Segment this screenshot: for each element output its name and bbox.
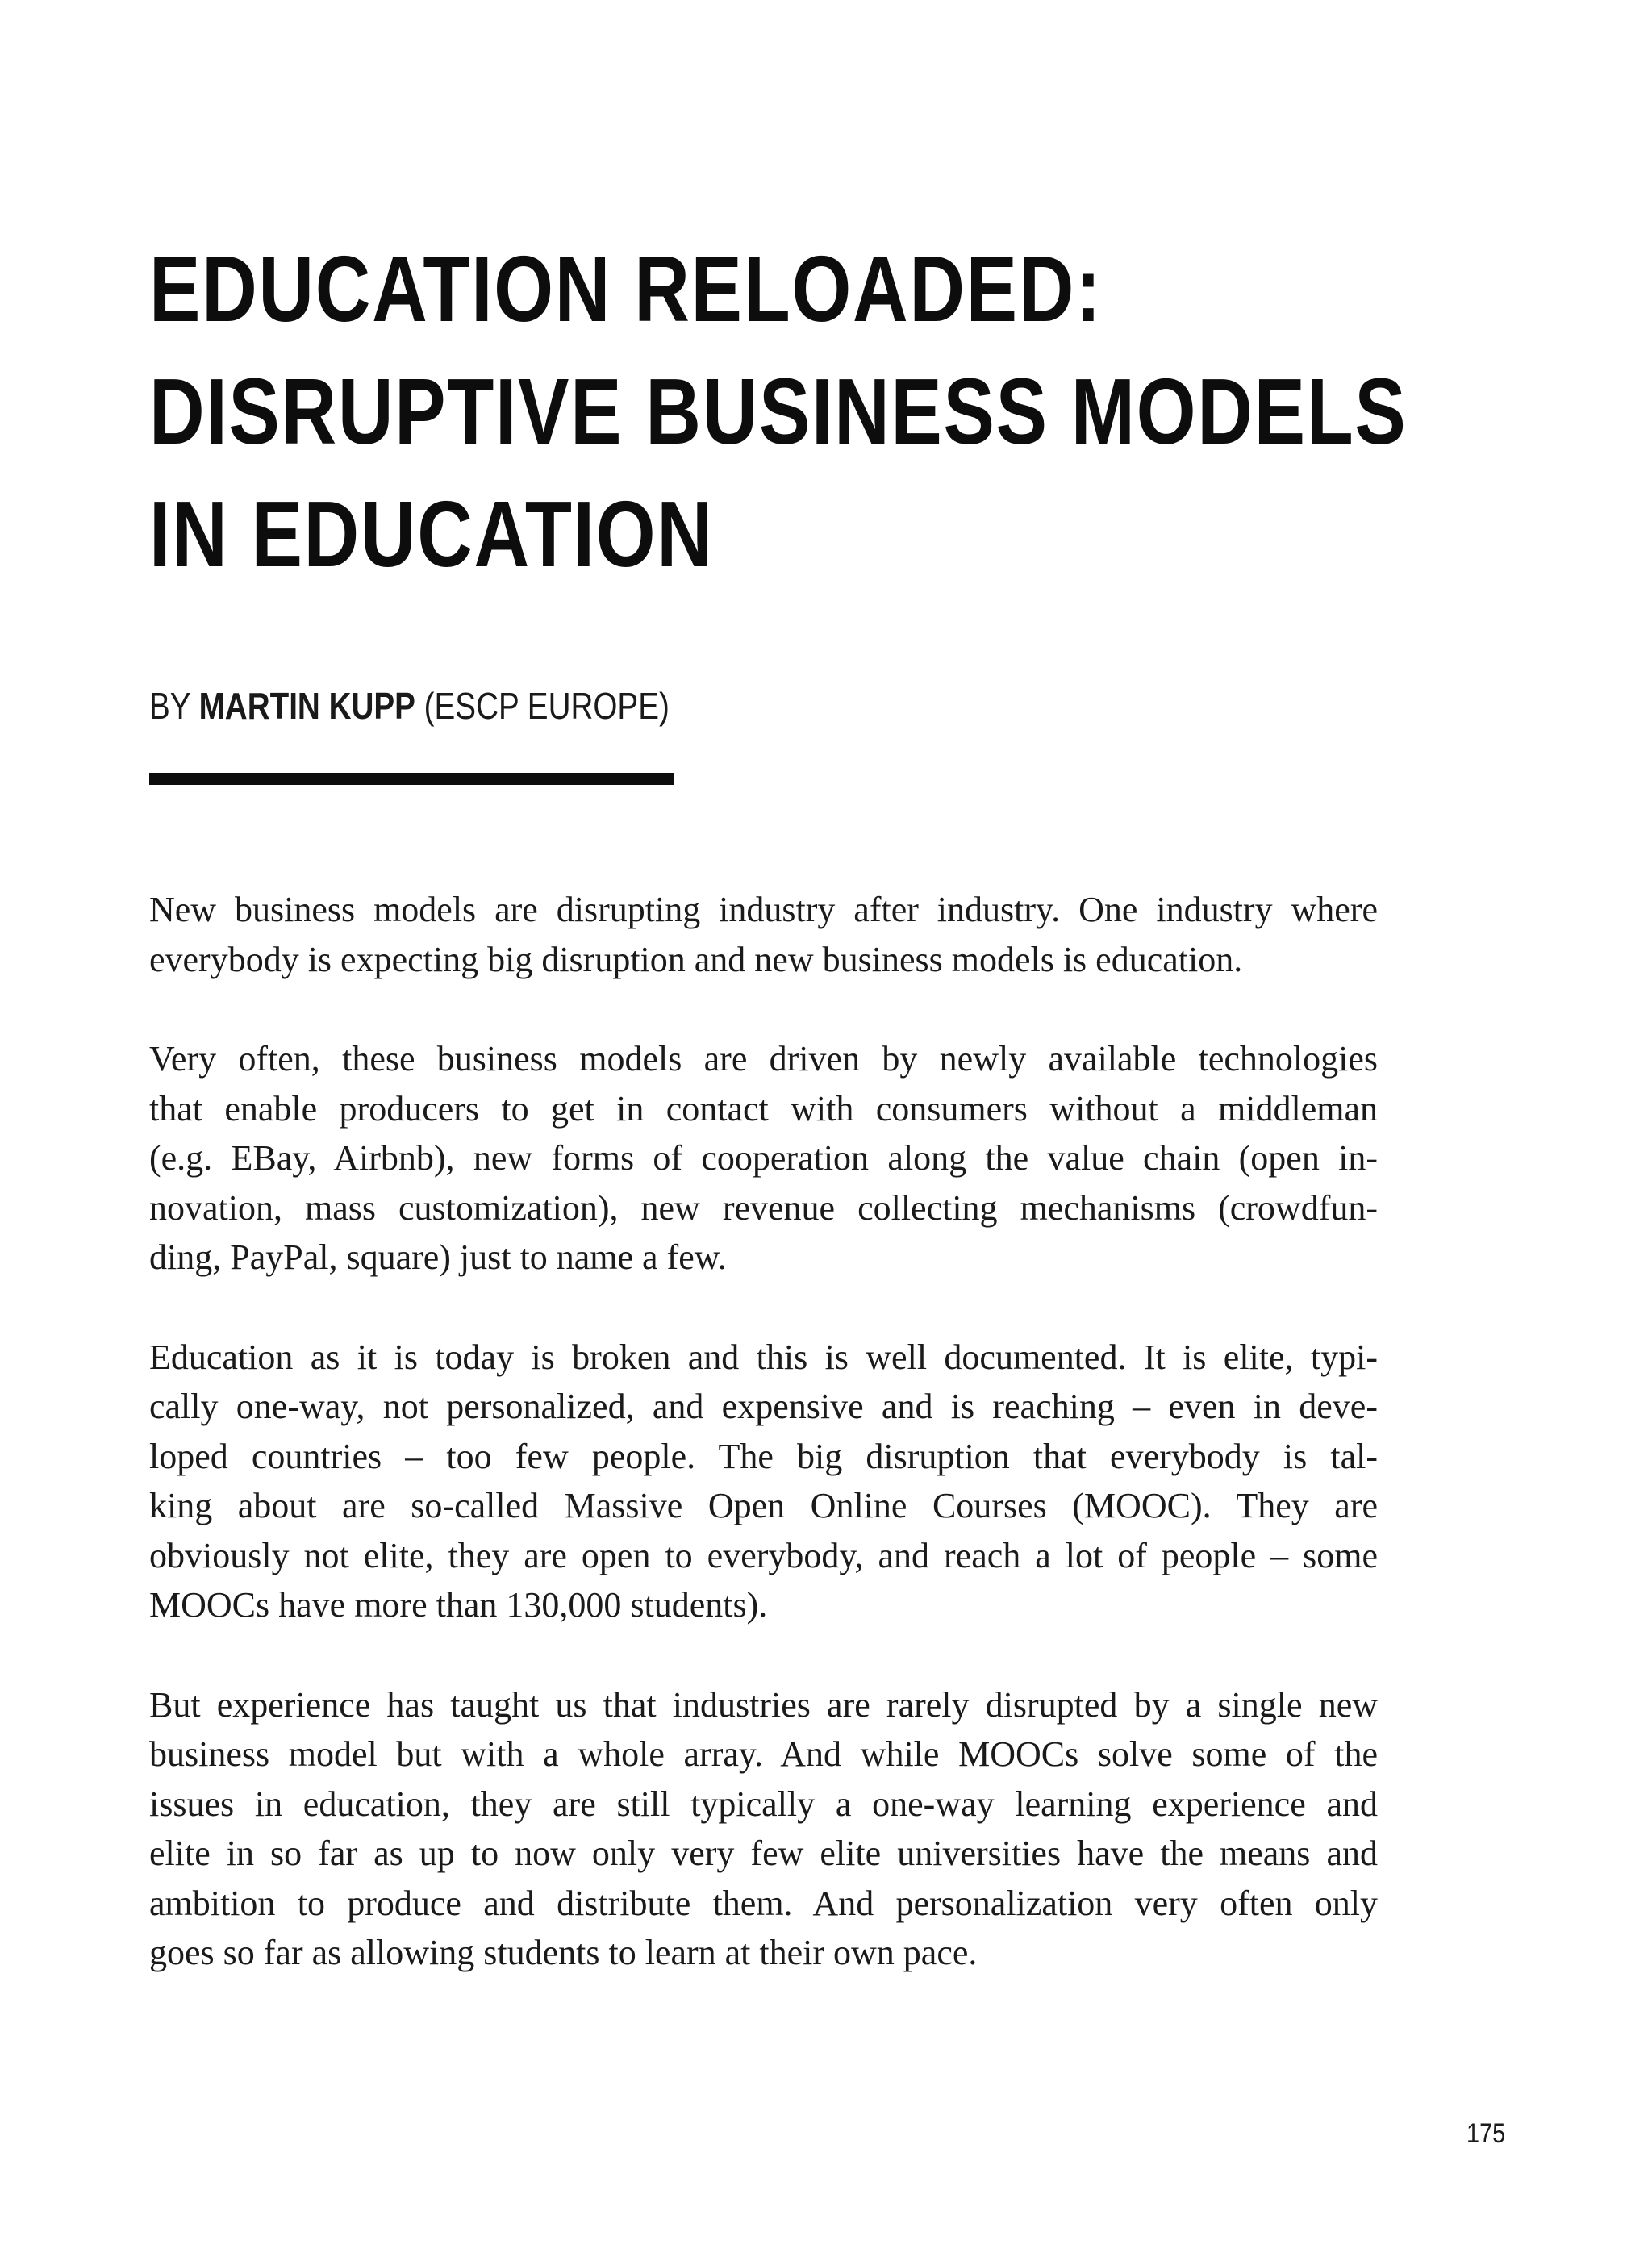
- text-line: MOOCs have more than 130,000 students).: [149, 1585, 768, 1625]
- title-divider: [149, 773, 674, 785]
- text-line: business model but with a whole array. And while MOOCs solve some of the: [149, 1734, 1378, 1774]
- paragraph-1: [149, 885, 1378, 984]
- page-number: 175: [1466, 2118, 1506, 2149]
- author-affiliation: (ESCP EUROPE): [423, 685, 670, 727]
- title-line: EDUCATION RELOADED:: [149, 236, 1103, 341]
- text-line: ding, PayPal, square) just to name a few.: [149, 1237, 727, 1277]
- text-line: loped countries – too few people. The big disruption that everybody is tal-: [149, 1436, 1378, 1476]
- text-line: cally one-way, not personalized, and expensive and is reaching – even in deve-: [149, 1387, 1378, 1426]
- title-line: DISRUPTIVE BUSINESS MODELS: [149, 359, 1408, 464]
- text-line: goes so far as allowing students to learn at their own pace.: [149, 1933, 978, 1972]
- byline: [149, 682, 670, 730]
- text-line: obviously not elite, they are open to everybody, and reach a lot of people – some: [149, 1535, 1378, 1575]
- text-line: Very often, these business models are driven by newly available technologies: [149, 1039, 1378, 1079]
- author-name: MARTIN KUPP: [198, 685, 415, 727]
- article-title: [149, 227, 1440, 595]
- text-line: everybody is expecting big disruption and new business models is education.: [149, 939, 1243, 979]
- text-line: elite in so far as up to now only very few elite universities have the means and: [149, 1834, 1378, 1873]
- text-line: New business models are disrupting industry after industry. One industry where: [149, 890, 1378, 929]
- title-line: IN EDUCATION: [149, 482, 714, 586]
- paragraph-4: [149, 1680, 1378, 1978]
- text-line: (e.g. EBay, Airbnb), new forms of cooperation along the value chain (open in-: [149, 1138, 1378, 1178]
- text-line: ambition to produce and distribute them. And personalization very often only: [149, 1883, 1378, 1923]
- text-line: But experience has taught us that industries are rarely disrupted by a single new: [149, 1684, 1378, 1725]
- byline-prefix: BY: [149, 685, 190, 727]
- text-line: Education as it is today is broken and this is well documented. It is elite, typi-: [149, 1337, 1378, 1377]
- article-body: [149, 885, 1378, 2028]
- text-line: that enable producers to get in contact with consumers without a middleman: [149, 1088, 1378, 1129]
- paragraph-3: [149, 1333, 1378, 1630]
- text-line: issues in education, they are still typically a one-way learning experience and: [149, 1784, 1378, 1824]
- text-line: novation, mass customization), new revenue collecting mechanisms (crowdfun-: [149, 1187, 1378, 1228]
- paragraph-2: [149, 1034, 1378, 1283]
- text-line: king about are so-called Massive Open Online Courses (MOOC). They are: [149, 1486, 1378, 1525]
